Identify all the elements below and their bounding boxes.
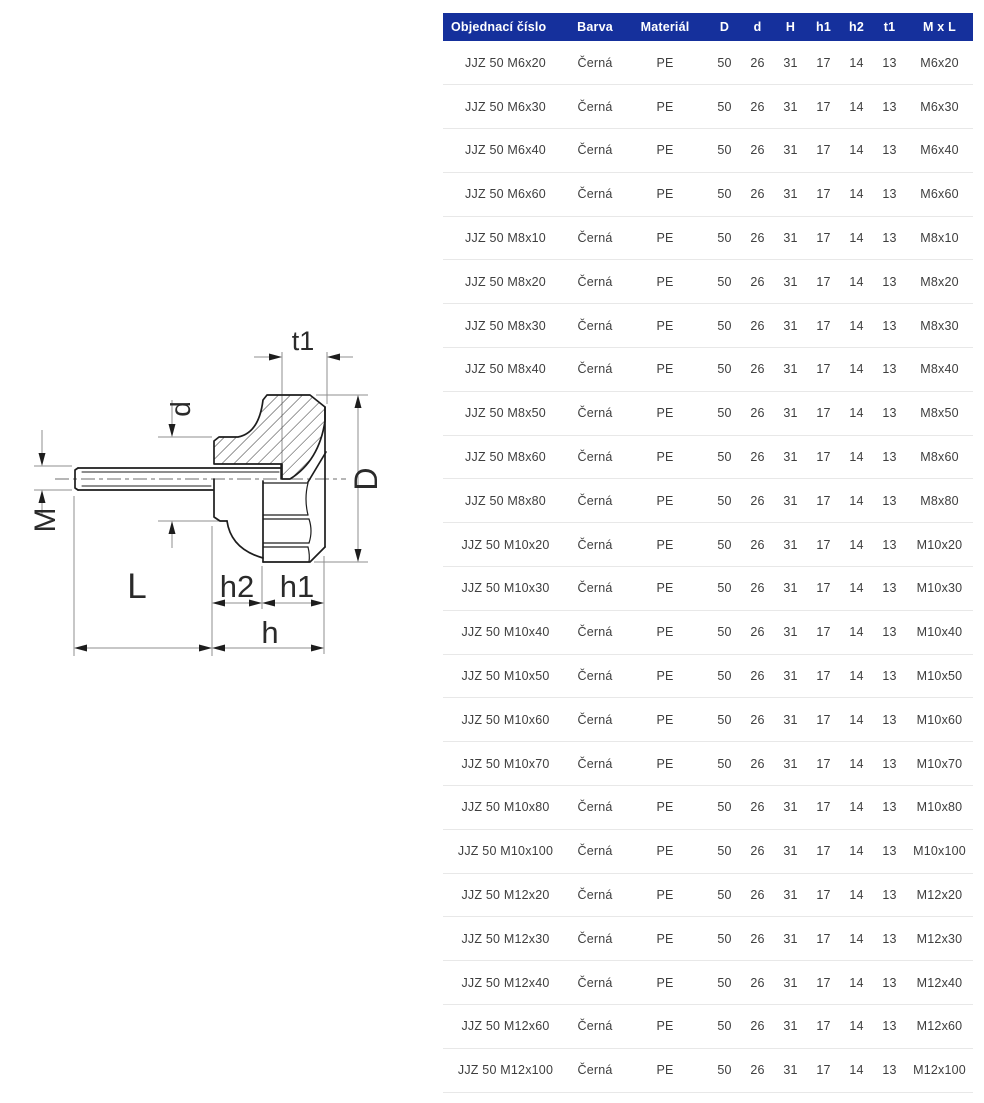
- table-cell: M10x60: [906, 698, 973, 742]
- table-cell: M12x40: [906, 961, 973, 1005]
- table-cell: 13: [873, 567, 906, 611]
- table-cell: 14: [840, 829, 873, 873]
- table-cell: 31: [774, 523, 807, 567]
- table-cell: 13: [873, 654, 906, 698]
- table-cell: JJZ 50 M10x100: [443, 829, 568, 873]
- table-cell: PE: [622, 260, 708, 304]
- table-cell: PE: [622, 129, 708, 173]
- table-cell: 31: [774, 654, 807, 698]
- table-cell: 14: [840, 917, 873, 961]
- table-cell: 50: [708, 435, 741, 479]
- table-cell: Černá: [568, 654, 622, 698]
- table-cell: 31: [774, 567, 807, 611]
- table-cell: 31: [774, 348, 807, 392]
- table-cell: JJZ 50 M12x40: [443, 961, 568, 1005]
- table-cell: Černá: [568, 610, 622, 654]
- table-cell: 50: [708, 567, 741, 611]
- table-cell: JJZ 50 M8x80: [443, 479, 568, 523]
- table-cell: 50: [708, 348, 741, 392]
- table-row: [443, 829, 973, 873]
- table-cell: 17: [807, 348, 840, 392]
- table-cell: 26: [741, 260, 774, 304]
- dim-label-h1: h1: [279, 569, 315, 604]
- table-row: [443, 917, 973, 961]
- table-cell: Černá: [568, 216, 622, 260]
- table-cell: 13: [873, 786, 906, 830]
- table-cell: 13: [873, 1048, 906, 1092]
- table-cell: 17: [807, 610, 840, 654]
- table-cell: 17: [807, 85, 840, 129]
- table-cell: Černá: [568, 873, 622, 917]
- table-cell: 31: [774, 829, 807, 873]
- table-row: [443, 216, 973, 260]
- column-header: Objednací číslo: [443, 13, 568, 41]
- table-cell: 13: [873, 829, 906, 873]
- table-cell: M8x60: [906, 435, 973, 479]
- table-cell: 50: [708, 961, 741, 1005]
- table-cell: 14: [840, 260, 873, 304]
- table-cell: M8x30: [906, 304, 973, 348]
- table-cell: 26: [741, 654, 774, 698]
- table-cell: Černá: [568, 523, 622, 567]
- table-cell: M8x80: [906, 479, 973, 523]
- table-cell: 26: [741, 85, 774, 129]
- table-cell: 50: [708, 698, 741, 742]
- table-cell: 17: [807, 1048, 840, 1092]
- table-cell: 13: [873, 435, 906, 479]
- table-cell: M10x50: [906, 654, 973, 698]
- table-cell: 31: [774, 917, 807, 961]
- table-cell: 17: [807, 698, 840, 742]
- table-cell: 31: [774, 129, 807, 173]
- table-cell: 13: [873, 172, 906, 216]
- table-cell: M10x40: [906, 610, 973, 654]
- table-cell: 31: [774, 41, 807, 85]
- table-cell: 13: [873, 260, 906, 304]
- table-cell: 26: [741, 435, 774, 479]
- table-cell: JJZ 50 M12x20: [443, 873, 568, 917]
- table-cell: Černá: [568, 435, 622, 479]
- table-cell: PE: [622, 873, 708, 917]
- table-cell: 50: [708, 216, 741, 260]
- table-cell: JJZ 50 M10x60: [443, 698, 568, 742]
- table-row: [443, 85, 973, 129]
- table-cell: Černá: [568, 129, 622, 173]
- table-cell: Černá: [568, 304, 622, 348]
- table-cell: M8x50: [906, 391, 973, 435]
- table-cell: JJZ 50 M10x70: [443, 742, 568, 786]
- table-cell: 31: [774, 435, 807, 479]
- table-cell: 17: [807, 917, 840, 961]
- table-cell: PE: [622, 786, 708, 830]
- table-row: [443, 172, 973, 216]
- table-row: [443, 260, 973, 304]
- table-row: [443, 1005, 973, 1049]
- table-cell: JJZ 50 M6x20: [443, 41, 568, 85]
- table-cell: M6x30: [906, 85, 973, 129]
- table-cell: 26: [741, 917, 774, 961]
- table-cell: 14: [840, 129, 873, 173]
- table-cell: 26: [741, 961, 774, 1005]
- table-row: [443, 391, 973, 435]
- table-cell: PE: [622, 41, 708, 85]
- table-row: [443, 786, 973, 830]
- table-cell: M8x10: [906, 216, 973, 260]
- table-cell: 26: [741, 786, 774, 830]
- table-row: [443, 654, 973, 698]
- column-header: M x L: [906, 13, 973, 41]
- column-header: h1: [807, 13, 840, 41]
- table-cell: M10x80: [906, 786, 973, 830]
- table-cell: PE: [622, 567, 708, 611]
- table-cell: Černá: [568, 567, 622, 611]
- table-cell: 17: [807, 479, 840, 523]
- table-row: [443, 742, 973, 786]
- table-cell: JJZ 50 M10x30: [443, 567, 568, 611]
- table-row: [443, 41, 973, 85]
- table-cell: PE: [622, 216, 708, 260]
- column-header: H: [774, 13, 807, 41]
- column-header: Barva: [568, 13, 622, 41]
- table-cell: 13: [873, 961, 906, 1005]
- table-cell: Černá: [568, 260, 622, 304]
- table-cell: 50: [708, 304, 741, 348]
- table-cell: PE: [622, 917, 708, 961]
- table-cell: 26: [741, 698, 774, 742]
- table-cell: 26: [741, 1048, 774, 1092]
- table-cell: PE: [622, 961, 708, 1005]
- column-header: t1: [873, 13, 906, 41]
- table-cell: 31: [774, 1048, 807, 1092]
- table-header-row: [443, 13, 973, 41]
- table-cell: 13: [873, 129, 906, 173]
- table-cell: 14: [840, 961, 873, 1005]
- table-cell: 14: [840, 654, 873, 698]
- table-row: [443, 304, 973, 348]
- table-cell: 31: [774, 172, 807, 216]
- table-cell: M6x60: [906, 172, 973, 216]
- knob-section-hatched: [214, 395, 325, 479]
- table-row: [443, 479, 973, 523]
- dim-label-t1: t1: [291, 326, 315, 356]
- table-cell: 17: [807, 567, 840, 611]
- table-row: [443, 698, 973, 742]
- table-row: [443, 435, 973, 479]
- table-cell: M12x20: [906, 873, 973, 917]
- table-cell: 31: [774, 873, 807, 917]
- table-cell: 26: [741, 479, 774, 523]
- table-cell: Černá: [568, 1005, 622, 1049]
- table-cell: M12x30: [906, 917, 973, 961]
- table-cell: PE: [622, 479, 708, 523]
- table-cell: 26: [741, 216, 774, 260]
- dimension-labels: [29, 326, 384, 650]
- table-cell: 17: [807, 829, 840, 873]
- table-cell: 14: [840, 567, 873, 611]
- table-cell: 13: [873, 479, 906, 523]
- table-cell: 14: [840, 1005, 873, 1049]
- table-cell: Černá: [568, 348, 622, 392]
- table-cell: PE: [622, 523, 708, 567]
- table-cell: JJZ 50 M6x60: [443, 172, 568, 216]
- table-row: [443, 610, 973, 654]
- table-cell: Černá: [568, 172, 622, 216]
- column-header: h2: [840, 13, 873, 41]
- table-cell: Černá: [568, 786, 622, 830]
- table-cell: Černá: [568, 742, 622, 786]
- table-cell: PE: [622, 172, 708, 216]
- table-cell: JJZ 50 M6x40: [443, 129, 568, 173]
- table-cell: 17: [807, 523, 840, 567]
- table-cell: 26: [741, 523, 774, 567]
- table-cell: 13: [873, 216, 906, 260]
- table-cell: 17: [807, 260, 840, 304]
- table-cell: 50: [708, 85, 741, 129]
- table-cell: JJZ 50 M8x20: [443, 260, 568, 304]
- table-cell: 17: [807, 654, 840, 698]
- table-cell: JJZ 50 M8x50: [443, 391, 568, 435]
- table-cell: 26: [741, 742, 774, 786]
- table-cell: PE: [622, 698, 708, 742]
- table-cell: M12x60: [906, 1005, 973, 1049]
- table-cell: PE: [622, 1005, 708, 1049]
- table-row: [443, 348, 973, 392]
- table-cell: M6x20: [906, 41, 973, 85]
- table-cell: 50: [708, 1005, 741, 1049]
- table-cell: JJZ 50 M6x30: [443, 85, 568, 129]
- table-cell: 17: [807, 435, 840, 479]
- table-cell: 31: [774, 260, 807, 304]
- table-cell: PE: [622, 829, 708, 873]
- table-cell: 17: [807, 742, 840, 786]
- technical-drawing: [0, 0, 440, 720]
- table-cell: 26: [741, 41, 774, 85]
- table-cell: 14: [840, 610, 873, 654]
- dim-label-d: d: [165, 401, 196, 417]
- table-row: [443, 523, 973, 567]
- table-cell: 50: [708, 654, 741, 698]
- spec-table: [443, 13, 973, 1093]
- table-cell: M10x20: [906, 523, 973, 567]
- table-cell: 26: [741, 129, 774, 173]
- table-cell: 26: [741, 873, 774, 917]
- table-cell: 17: [807, 129, 840, 173]
- table-cell: Černá: [568, 698, 622, 742]
- table-cell: Černá: [568, 829, 622, 873]
- table-cell: 17: [807, 786, 840, 830]
- table-cell: JJZ 50 M12x30: [443, 917, 568, 961]
- table-cell: 14: [840, 85, 873, 129]
- table-cell: PE: [622, 391, 708, 435]
- dim-label-h2: h2: [219, 569, 255, 604]
- table-cell: 31: [774, 742, 807, 786]
- table-cell: 31: [774, 610, 807, 654]
- table-cell: 17: [807, 873, 840, 917]
- table-row: [443, 873, 973, 917]
- table-cell: 50: [708, 172, 741, 216]
- table-cell: Černá: [568, 917, 622, 961]
- table-cell: 50: [708, 742, 741, 786]
- table-cell: 50: [708, 1048, 741, 1092]
- table-cell: 50: [708, 829, 741, 873]
- table-cell: 17: [807, 1005, 840, 1049]
- table-cell: 13: [873, 348, 906, 392]
- threaded-stud: [75, 464, 281, 490]
- table-cell: 31: [774, 786, 807, 830]
- table-cell: 31: [774, 304, 807, 348]
- table-cell: 50: [708, 523, 741, 567]
- table-cell: PE: [622, 435, 708, 479]
- table-cell: 26: [741, 1005, 774, 1049]
- table-cell: JJZ 50 M12x100: [443, 1048, 568, 1092]
- table-cell: 13: [873, 742, 906, 786]
- table-cell: 26: [741, 567, 774, 611]
- table-cell: JJZ 50 M8x40: [443, 348, 568, 392]
- table-cell: 17: [807, 391, 840, 435]
- dim-label-M: M: [29, 507, 62, 533]
- table-cell: 17: [807, 216, 840, 260]
- table-cell: M12x100: [906, 1048, 973, 1092]
- table-cell: PE: [622, 610, 708, 654]
- table-cell: JJZ 50 M10x40: [443, 610, 568, 654]
- table-row: [443, 129, 973, 173]
- table-cell: JJZ 50 M10x20: [443, 523, 568, 567]
- table-cell: 13: [873, 523, 906, 567]
- table-cell: 14: [840, 479, 873, 523]
- table-cell: 50: [708, 479, 741, 523]
- table-row: [443, 567, 973, 611]
- table-cell: 14: [840, 304, 873, 348]
- table-cell: M6x40: [906, 129, 973, 173]
- table-row: [443, 961, 973, 1005]
- table-cell: PE: [622, 85, 708, 129]
- table-cell: 14: [840, 786, 873, 830]
- table-cell: JJZ 50 M12x60: [443, 1005, 568, 1049]
- table-cell: PE: [622, 348, 708, 392]
- table-cell: 14: [840, 873, 873, 917]
- table-row: [443, 1048, 973, 1092]
- table-cell: 50: [708, 610, 741, 654]
- table-cell: 31: [774, 391, 807, 435]
- dim-label-h: h: [261, 615, 279, 650]
- table-cell: JJZ 50 M8x60: [443, 435, 568, 479]
- table-cell: 31: [774, 698, 807, 742]
- table-cell: M8x40: [906, 348, 973, 392]
- table-cell: 14: [840, 1048, 873, 1092]
- table-cell: 14: [840, 391, 873, 435]
- table-cell: M8x20: [906, 260, 973, 304]
- table-cell: 31: [774, 479, 807, 523]
- table-cell: M10x30: [906, 567, 973, 611]
- table-cell: 26: [741, 172, 774, 216]
- table-cell: 13: [873, 917, 906, 961]
- table-cell: 31: [774, 85, 807, 129]
- table-cell: 50: [708, 41, 741, 85]
- table-cell: 26: [741, 610, 774, 654]
- table-cell: 26: [741, 391, 774, 435]
- table-cell: 50: [708, 391, 741, 435]
- table-cell: 13: [873, 698, 906, 742]
- table-cell: PE: [622, 654, 708, 698]
- table-cell: Černá: [568, 961, 622, 1005]
- table-cell: 17: [807, 961, 840, 1005]
- table-cell: 13: [873, 304, 906, 348]
- knob-lobe-lines: [263, 483, 311, 562]
- table-cell: 14: [840, 698, 873, 742]
- table-cell: M10x100: [906, 829, 973, 873]
- table-cell: 14: [840, 348, 873, 392]
- table-cell: PE: [622, 304, 708, 348]
- table-cell: 26: [741, 304, 774, 348]
- table-cell: JJZ 50 M10x80: [443, 786, 568, 830]
- table-cell: 17: [807, 41, 840, 85]
- table-cell: 31: [774, 961, 807, 1005]
- table-cell: 14: [840, 41, 873, 85]
- table-cell: 13: [873, 873, 906, 917]
- table-cell: 50: [708, 786, 741, 830]
- table-cell: PE: [622, 1048, 708, 1092]
- column-header: Materiál: [622, 13, 708, 41]
- table-cell: 50: [708, 129, 741, 173]
- table-cell: PE: [622, 742, 708, 786]
- extension-lines: [34, 352, 368, 656]
- table-cell: 50: [708, 260, 741, 304]
- table-cell: 14: [840, 523, 873, 567]
- table-cell: 13: [873, 610, 906, 654]
- table-cell: 13: [873, 85, 906, 129]
- table-header: [443, 13, 973, 41]
- table-cell: 14: [840, 216, 873, 260]
- dim-label-D: D: [348, 467, 384, 491]
- column-header: d: [741, 13, 774, 41]
- table-cell: 50: [708, 873, 741, 917]
- dim-label-L: L: [127, 567, 147, 606]
- column-header: D: [708, 13, 741, 41]
- table-cell: JJZ 50 M10x50: [443, 654, 568, 698]
- table-cell: 13: [873, 41, 906, 85]
- table-cell: 17: [807, 172, 840, 216]
- table-cell: 14: [840, 172, 873, 216]
- table-cell: Černá: [568, 85, 622, 129]
- table-cell: 13: [873, 391, 906, 435]
- table-cell: 31: [774, 1005, 807, 1049]
- table-cell: 26: [741, 829, 774, 873]
- table-cell: JJZ 50 M8x10: [443, 216, 568, 260]
- table-cell: 50: [708, 917, 741, 961]
- table-cell: Černá: [568, 391, 622, 435]
- table-cell: 14: [840, 435, 873, 479]
- table-cell: Černá: [568, 1048, 622, 1092]
- spec-table-body: [443, 41, 973, 1092]
- table-cell: Černá: [568, 479, 622, 523]
- table-cell: 14: [840, 742, 873, 786]
- table-cell: 13: [873, 1005, 906, 1049]
- table-cell: 31: [774, 216, 807, 260]
- table-cell: JJZ 50 M8x30: [443, 304, 568, 348]
- table-cell: 26: [741, 348, 774, 392]
- table-cell: M10x70: [906, 742, 973, 786]
- table-cell: Černá: [568, 41, 622, 85]
- table-cell: 17: [807, 304, 840, 348]
